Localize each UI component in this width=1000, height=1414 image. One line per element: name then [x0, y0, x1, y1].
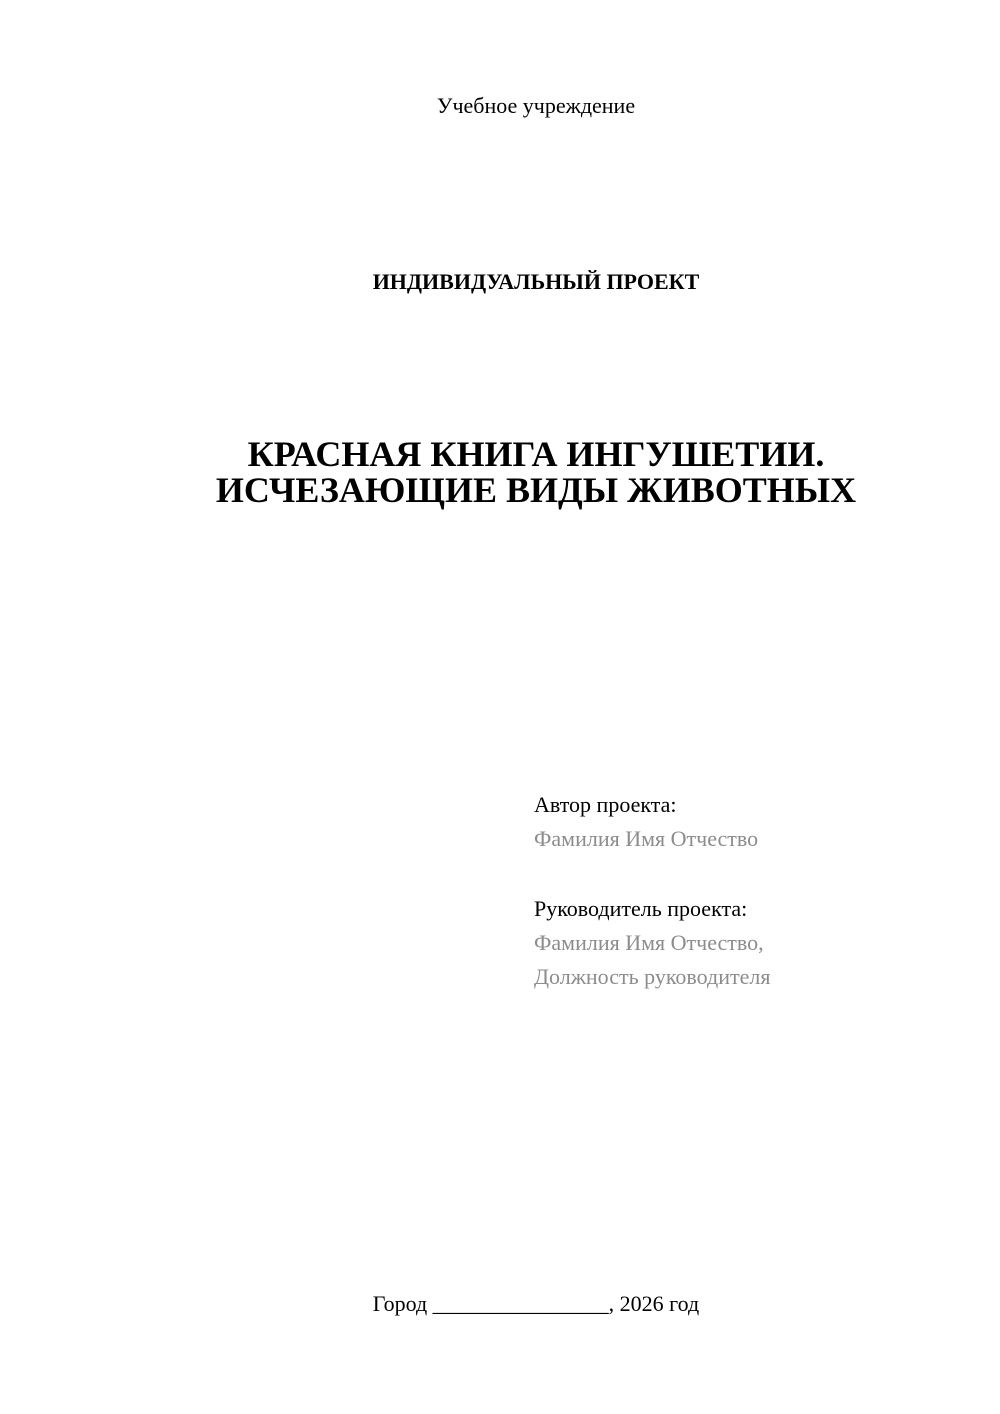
project-title [0, 436, 1000, 508]
project-type-heading: ИНДИВИДУАЛЬНЫЙ ПРОЕКТ [372, 269, 700, 294]
supervisor-label: Руководитель проекта: [534, 896, 748, 921]
author-label: Автор проекта: [534, 792, 677, 817]
author-name-placeholder: Фамилия Имя Отчество [534, 826, 759, 851]
supervisor-position-placeholder: Должность руководителя [534, 964, 771, 989]
project-title-line-1: КРАСНАЯ КНИГА ИНГУШЕТИИ. [247, 434, 825, 474]
institution-name: Учебное учреждение [436, 93, 636, 118]
city-year-line: Город ________________, 2026 год [372, 1291, 700, 1316]
author-info-block [534, 788, 954, 994]
spacer [534, 856, 954, 892]
supervisor-name-placeholder: Фамилия Имя Отчество, [534, 930, 764, 955]
project-title-line-2: ИСЧЕЗАЮЩИЕ ВИДЫ ЖИВОТНЫХ [215, 470, 857, 510]
